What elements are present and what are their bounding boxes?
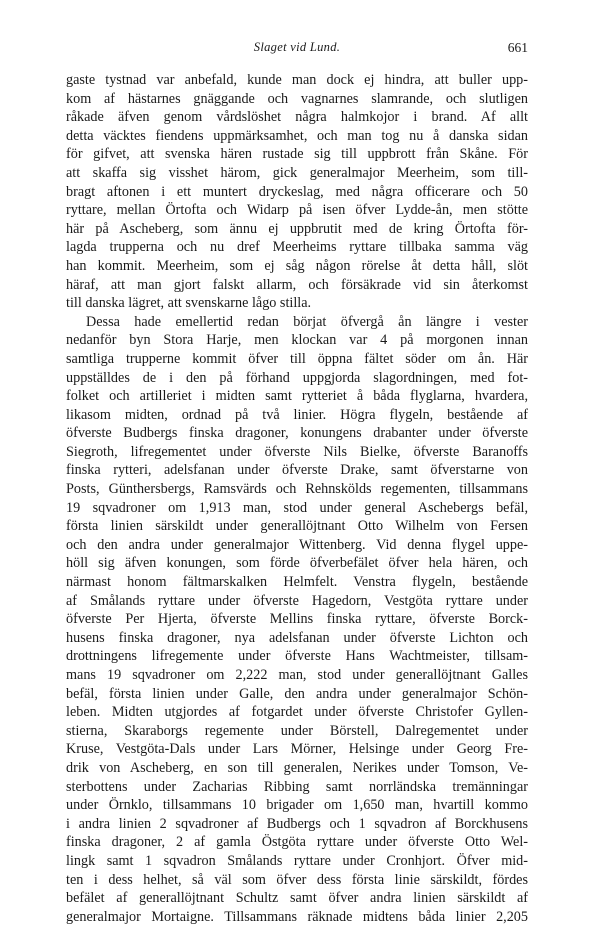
paragraph-end-line: till danska lägret, att svenskarne lågo stilla. — [66, 295, 312, 312]
text-line: ten i dess helhet, så väl som öfver dess första linie särskildt, fördes — [66, 871, 528, 888]
text-line: närmast honom fältmarskalken Helmfelt. Venstra flygeln, bestående — [66, 574, 528, 591]
text-line: nedanför byn Stora Harje, men klockan var 4 på morgonen innan — [66, 332, 528, 349]
text-line: öfverste Per Hjerta, öfverste Mellins finska ryttare, öfverste Borck- — [66, 611, 528, 628]
text-line: han kommit. Meerheim, som ej såg någon rörelse åt detta håll, slöt — [66, 257, 528, 274]
text-line: befäl, första linien under Galle, den andra under generalmajor Schön- — [66, 685, 528, 702]
text-line: drik von Ascheberg, en son till generalen, Nerikes under Tomson, Ve- — [66, 759, 528, 776]
text-line: drottningens lifregemente under öfverste Hans Wachtmeister, tillsam- — [66, 648, 528, 665]
text-line: häraf, att man gjort falskt allarm, och försäkrade vid sin återkomst — [66, 276, 528, 293]
text-line: första linien särskildt under generallöjtnant Otto Wilhelm von Fersen — [66, 518, 528, 535]
page-header — [66, 40, 528, 58]
page-number: 661 — [507, 40, 528, 55]
text-line: generalmajor Mortaigne. Tillsammans räknade midtens båda linier 2,205 — [66, 908, 528, 925]
text-line: folket och artilleriet i midten samt rytteriet å båda flyglarna, hvardera, — [66, 388, 528, 405]
paragraph-start-line: Dessa hade emellertid redan börjat öfvergå ån längre i vester — [86, 313, 528, 330]
text-line: bragt aftonen i ett muntert dryckeslag, med några officerare och 50 — [66, 183, 528, 200]
text-line: stierna, Skaraborgs regemente under Börstell, Dalregementet under — [66, 722, 528, 739]
text-line: likasom midten, ordnad på två linier. Högra flygeln, bestående af — [66, 406, 528, 423]
text-line: finska dragoner, 2 af gamla Östgöta ryttare under öfverste Otto Wel- — [66, 834, 528, 851]
text-line: för gifvet, att svenska hären rustade sig till uppbrott från Skåne. För — [66, 146, 528, 163]
text-line: befälet af generallöjtnant Schultz samt öfver andra linien särskildt af — [66, 890, 528, 907]
text-line: husens finska dragoner, nya adelsfanan under öfverste Lichton och — [66, 629, 528, 646]
text-line: kom af hästarnes gnäggande och vagnarnes slamrande, och slutligen — [66, 90, 528, 107]
text-line: under Örnklo, tillsammans 10 brigader om 1,650 man, hvartill kommo — [66, 797, 528, 814]
text-line: uppställdes de i den på förhand uppgjorda slagordningen, med fot- — [66, 369, 528, 386]
text-line: och den andra under generalmajor Wittenberg. Vid denna flygel uppe- — [66, 536, 528, 553]
body-text — [66, 71, 528, 926]
text-line: lagda trupperna och nu dref Meerheims ryttare tillbaka samma väg — [66, 239, 528, 256]
text-line: gaste tystnad var anbefald, kunde man dock ej hindra, att buller upp- — [66, 72, 528, 88]
text-line: leben. Midten utgjordes af fotgardet under öfverste Christofer Gyllen- — [66, 704, 528, 721]
text-line: här på Ascheberg, som ännu ej uppbrutit med de kring Örtofta för- — [66, 220, 528, 237]
text-line: Kruse, Vestgöta-Dals under Lars Mörner, Helsinge under Georg Fre- — [66, 741, 528, 758]
text-line: öfverste Budbergs finska dragoner, konungens drabanter under öfverste — [66, 425, 528, 442]
text-line: i andra linien 2 sqvadroner af Budbergs och 1 sqvadron af Borckhusens — [66, 815, 528, 832]
text-line: Posts, Günthersbergs, Ramsvärds och Rehnskölds regementen, tillsammans — [66, 481, 528, 498]
text-line: mans 19 sqvadroner om 2,222 man, stod under generallöjtnant Galles — [66, 667, 528, 683]
text-line: sterbottens under Zacharias Ribbing samt norrländska tremänningar — [66, 778, 528, 795]
text-line: ryttare, mellan Örtofta och Widarp på isen öfver Lydde-ån, men stötte — [66, 202, 528, 219]
text-line: att skaffa sig visshet härom, gick generalmajor Meerheim, som till- — [66, 164, 528, 181]
text-line: af Smålands ryttare under öfverste Hagedorn, Vestgöta ryttare under — [66, 592, 528, 609]
running-title: Slaget vid Lund. — [253, 40, 341, 54]
text-line: höll sig äfven konungen, som förde öfverbefälet öfver hela hären, och — [66, 555, 528, 572]
text-line: Siegroth, lifregementet under öfverste Nils Bielke, öfverste Baranoffs — [66, 443, 528, 460]
text-line: råkade äfven genom vårdslöshet några halmkojor i brand. Af allt — [66, 109, 528, 126]
text-line: samtliga trupperne kommit öfver till öppna fältet söder om ån. Här — [66, 350, 528, 367]
text-line: finska rytteri, adelsfanan under öfverste Drake, samt öfverstarne von — [66, 462, 528, 479]
text-line: detta väcktes fiendens uppmärksamhet, och man tog nu å danska sidan — [66, 127, 528, 144]
text-line: lingk samt 1 sqvadron Smålands ryttare under Cronhjort. Öfver mid- — [66, 852, 528, 869]
text-line: 19 sqvadroner om 1,913 man, stod under general Aschebergs befäl, — [66, 499, 528, 516]
